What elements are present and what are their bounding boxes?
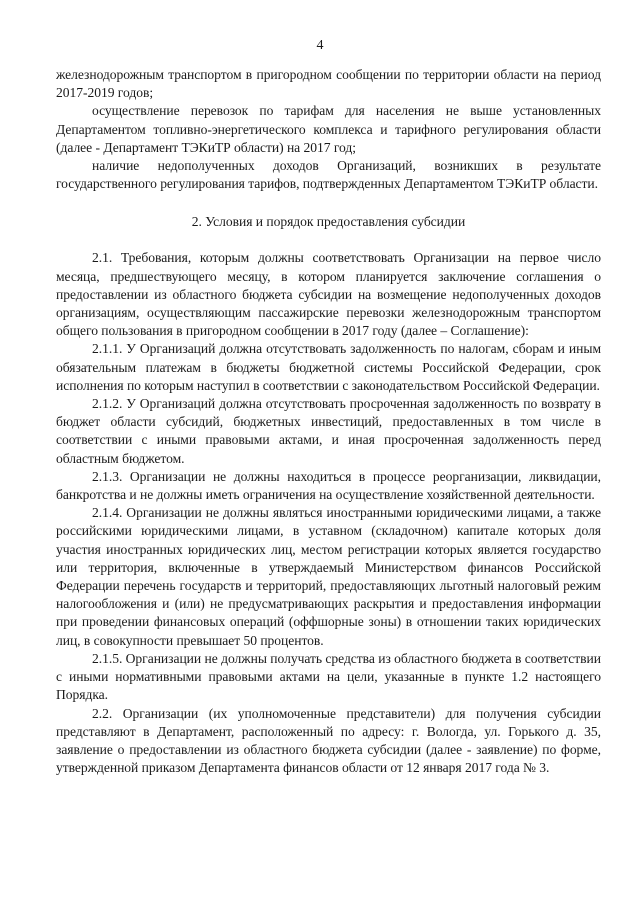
section-heading: 2. Условия и порядок предоставления субсидии [191,214,466,230]
paragraph-2-2: 2.2. Организации (их уполномоченные представители) для получения субсидии представляют в Департамент, расположенный по адресу: г. Вологда, ул. Горького д. 35, заявление о предоставлении из областного бюджета субсидии (далее - заявление) по форме, утвержденной приказом Департамента финансов области от 12 января 2017 года № 3. [56,705,601,776]
document-body [56,66,601,777]
paragraph-2-1-2: 2.1.2. У Организаций должна отсутствовать просроченная задолженность по возврату в бюджет области субсидий, бюджетных инвестиций, предоставленных в том числе в соответствии с иными правовыми актами, и иная просроченная задолженность перед областным бюджетом. [56,396,601,466]
paragraph-2-1-5: 2.1.5. Организации не должны получать средства из областного бюджета в соответствии с иными нормативными правовыми актами на цели, указанные в пункте 1.2 настоящего Порядка. [56,650,601,703]
paragraph-tariffs: осуществление перевозок по тарифам для населения не выше установленных Департаментом топливно-энергетического комплекса и тарифного регулирования области (далее - Департамент ТЭКиТР области) на 2017 год; [56,103,601,155]
paragraph-lost-revenue: наличие недополученных доходов Организаций, возникших в результате государственного регулирования тарифов, подтвержденных Департаментом ТЭКиТР области. [56,158,601,192]
paragraph-continuation: железнодорожным транспортом в пригородном сообщении по территории области на период 2017-2019 годов; [56,67,601,101]
paragraph-2-1-4: 2.1.4. Организации не должны являться иностранными юридическими лицами, а также российскими юридическими лицами, в уставном (складочном) капитале которых доля участия иностранных юридических лиц, местом регистрации которых является государство или территория, включенные в утверждаемый Министерством финансов Российской Федерации перечень государств и территорий, предоставляющих льготный налоговый режим налогообложения и (или) не предусматривающих раскрытия и предоставления информации при проведении финансовых операций (оффшорные зоны) в отношении таких юридических лиц, в совокупности превышает 50 процентов. [56,505,601,648]
page-number: 4 [316,38,324,53]
paragraph-2-1: 2.1. Требования, которым должны соответствовать Организации на первое число месяца, предшествующего месяцу, в котором планируется заключение соглашения о предоставлении из областного бюджета субсидии на возмещение недополученных доходов организациям, осуществляющим пассажирские перевозки железнодорожным транспортом общего пользования в пригородном сообщении в 2017 году (далее – Соглашение): [56,250,601,339]
paragraph-2-1-3: 2.1.3. Организации не должны находиться в процессе реорганизации, ликвидации, банкротства и не должны иметь ограничения на осуществление хозяйственной деятельности. [56,468,601,503]
paragraph-2-1-1: 2.1.1. У Организаций должна отсутствовать задолженность по налогам, сборам и иным обязательным платежам в бюджеты бюджетной системы Российской Федерации, срок исполнения по которым наступил в соответствии с законодательством Российской Федерации. [56,341,601,393]
